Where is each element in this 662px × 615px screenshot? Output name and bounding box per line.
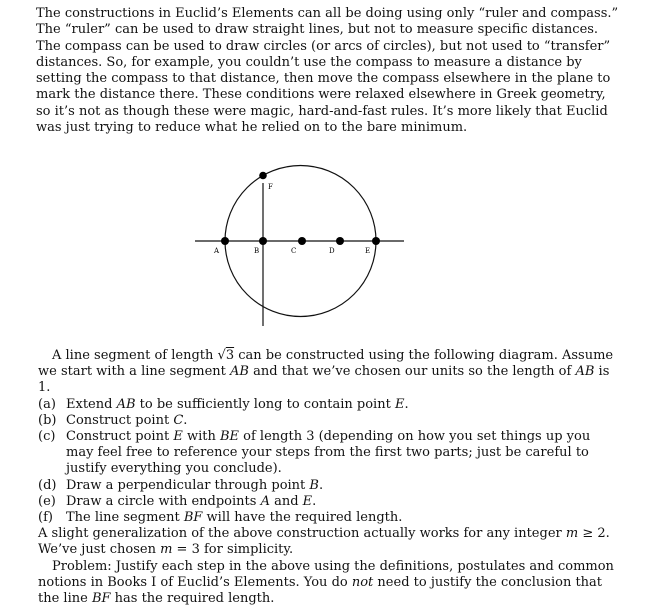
step-text: . xyxy=(183,412,188,428)
sqrt-value: 3 xyxy=(225,348,235,363)
label-e: E xyxy=(365,247,371,255)
step-label: (b) xyxy=(38,412,57,428)
step-math: BF xyxy=(183,510,203,526)
point-d xyxy=(336,237,344,245)
step-math: E xyxy=(394,396,405,412)
lead-paragraph xyxy=(38,348,616,397)
problem-text-3: has the required length. xyxy=(110,591,275,607)
generalization-paragraph xyxy=(38,526,616,558)
problem-number xyxy=(8,6,36,22)
step-label: (a) xyxy=(38,396,56,412)
problem-paragraph xyxy=(38,559,616,608)
point-e xyxy=(372,237,380,245)
lead-text-4: is 1. xyxy=(38,364,610,396)
math-bf: BF xyxy=(91,591,111,607)
label-a: A xyxy=(214,247,220,255)
gen-text-2: ≥ 2. We’ve just chosen xyxy=(38,526,610,558)
label-f: F xyxy=(268,183,273,191)
lead-text-1: A line segment of length xyxy=(52,348,218,363)
step-text: . xyxy=(318,477,324,493)
step-text: . xyxy=(404,396,409,412)
point-b xyxy=(259,237,267,245)
step-item xyxy=(38,397,616,413)
math-m: m xyxy=(160,542,173,558)
step-text: will have the required length. xyxy=(202,510,403,526)
step-text: The line segment xyxy=(66,510,184,526)
sqrt-sign: √ xyxy=(217,348,226,363)
intro-text: The constructions in Euclid’s Elements can all be doing using only “ruler and compass.” The “ruler” can be used to draw straight lines, but not to measure specific distances. The compass can be used to draw circles (or arcs of circles), but not used to “transfer” distances. So, for example, you couldn’t use the compass to measure a distance by setting the compass to that distance, then move the compass elsewhere in the plane to mark the distance there. These conditions were relaxed elsewhere in Greek geometry, so it’s not as though these were magic, hard-and-fast rules. It’s more likely that Euclid was just trying to reduce what he relied on to the bare minimum. xyxy=(36,6,619,136)
step-text: Draw a circle with endpoints xyxy=(66,493,261,509)
step-list xyxy=(38,397,616,527)
problem-body xyxy=(38,348,616,607)
step-text: and xyxy=(269,493,303,509)
step-item xyxy=(38,478,616,494)
intro-paragraph xyxy=(8,6,620,136)
lead-text-3: and that we’ve chosen our units so the length of xyxy=(248,364,576,380)
problem-text-2: need to justify the conclusion that the line xyxy=(38,574,603,607)
step-text: with xyxy=(182,429,220,445)
step-text: to be sufficiently long to contain point xyxy=(135,396,395,412)
step-math: A xyxy=(260,493,270,509)
emphasis-not: not xyxy=(351,574,374,590)
step-item xyxy=(38,510,616,526)
math-m: m xyxy=(565,526,579,542)
step-math: AB xyxy=(116,396,136,412)
gen-text-1: A slight generalization of the above construction actually works for any integer xyxy=(38,526,566,542)
step-item xyxy=(38,413,616,429)
step-item xyxy=(38,494,616,510)
step-label: (c) xyxy=(38,429,56,445)
step-math: E xyxy=(302,493,313,509)
step-math: C xyxy=(173,412,184,428)
step-math: E xyxy=(173,429,183,445)
math-ab: AB xyxy=(575,364,595,380)
construction-figure xyxy=(190,150,410,340)
step-item xyxy=(38,429,616,478)
lead-text-2: can be constructed using the following diagram. Assume we start with a line segment xyxy=(38,348,614,380)
label-c: C xyxy=(291,247,297,255)
math-ab: AB xyxy=(230,364,249,380)
step-label: (f) xyxy=(38,510,53,526)
step-math: B xyxy=(309,477,319,493)
point-c xyxy=(298,237,306,245)
step-label: (e) xyxy=(38,493,56,509)
step-text: Draw a perpendicular through point xyxy=(66,477,310,493)
label-b: B xyxy=(254,247,260,255)
step-text: Extend xyxy=(66,396,117,412)
point-a xyxy=(221,237,229,245)
step-text: of length 3 (depending on how you set things up you may feel free to reference your steps from the first two parts; just be careful to justify everything you conclude). xyxy=(66,429,591,477)
step-text: Construct point xyxy=(66,412,174,428)
problem-text-1: Problem: Justify each step in the above using the definitions, postulates and common notions in Books I of Euclid’s Elements. You do xyxy=(38,558,614,590)
step-label: (d) xyxy=(38,477,57,493)
construction-diagram xyxy=(190,150,410,340)
step-text: . xyxy=(312,493,317,509)
point-f xyxy=(259,172,267,180)
step-math: BE xyxy=(219,429,240,445)
gen-text-3: = 3 for simplicity. xyxy=(172,542,294,558)
label-d: D xyxy=(329,247,335,255)
step-text: Construct point xyxy=(66,429,174,445)
